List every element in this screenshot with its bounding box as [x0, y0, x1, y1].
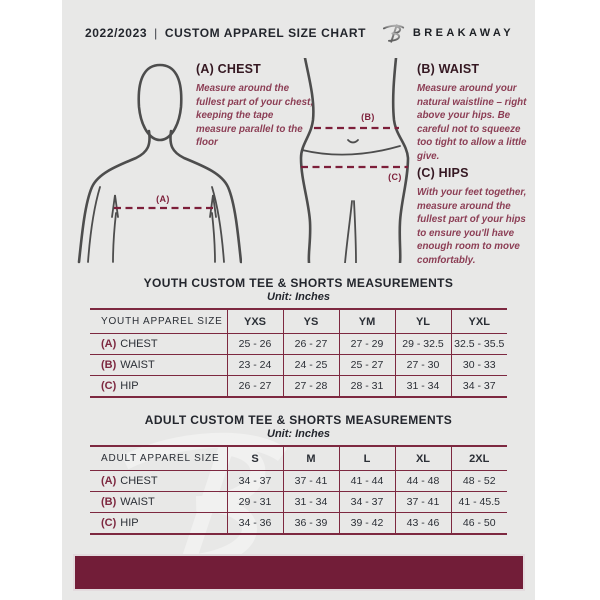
youth-waist-label: (B) WAIST — [90, 355, 227, 376]
adult-waist-label: (B) WAIST — [90, 492, 227, 513]
adult-table-title: ADULT CUSTOM TEE & SHORTS MEASUREMENTS — [144, 413, 453, 427]
youth-chest-label: (A) CHEST — [90, 334, 227, 355]
cell: 34 - 37 — [339, 492, 395, 513]
cell: 25 - 26 — [227, 334, 283, 355]
cell: 41 - 45.5 — [451, 492, 507, 513]
cell: 25 - 27 — [339, 355, 395, 376]
youth-col-ys: YS — [283, 309, 339, 334]
cell: 29 - 31 — [227, 492, 283, 513]
table-row — [90, 355, 507, 376]
hip-contour-line — [302, 146, 400, 155]
cell: 23 - 24 — [227, 355, 283, 376]
adult-col-xl: XL — [395, 446, 451, 471]
cell: 26 - 27 — [283, 334, 339, 355]
youth-corner-header: YOUTH APPAREL SIZE — [101, 316, 223, 327]
youth-table-unit: Unit: Inches — [267, 291, 330, 303]
table-row — [90, 334, 507, 355]
cell: 39 - 42 — [339, 513, 395, 535]
table-row — [90, 471, 507, 492]
table-row — [90, 492, 507, 513]
cell: 24 - 25 — [283, 355, 339, 376]
cell: 30 - 33 — [451, 355, 507, 376]
adult-hip-label: (C) HIP — [90, 513, 227, 535]
adult-col-l: L — [339, 446, 395, 471]
adult-col-m: M — [283, 446, 339, 471]
brand-lockup — [382, 22, 514, 44]
waist-heading: (B) WAIST — [417, 62, 480, 76]
chest-instruction — [196, 62, 314, 150]
table-row — [90, 513, 507, 535]
youth-size-table — [90, 308, 507, 398]
table-row — [90, 376, 507, 398]
cell: 36 - 39 — [283, 513, 339, 535]
chest-description: Measure around the fullest part of your chest, keeping the tape measure parallel to the floor — [196, 83, 314, 149]
hips-heading: (C) HIPS — [417, 166, 469, 180]
waist-description: Measure around your natural waistline – right above your hips. Be careful not to squeeze too tight to allow a little give. — [417, 83, 527, 162]
cell: 37 - 41 — [395, 492, 451, 513]
hips-description: With your feet together, measure around the fullest part of your hips to ensure you'll have enough room to move comfortably. — [417, 187, 527, 266]
cell: 34 - 36 — [227, 513, 283, 535]
cell: 26 - 27 — [227, 376, 283, 398]
adult-chest-label: (A) CHEST — [90, 471, 227, 492]
youth-table-title: YOUTH CUSTOM TEE & SHORTS MEASUREMENTS — [143, 276, 454, 290]
cell: 29 - 32.5 — [395, 334, 451, 355]
header — [85, 20, 514, 46]
cell: 34 - 37 — [451, 376, 507, 398]
navel-mark — [348, 140, 358, 143]
cell: 43 - 46 — [395, 513, 451, 535]
cell: 27 - 29 — [339, 334, 395, 355]
cell: 31 - 34 — [283, 492, 339, 513]
size-chart-page — [62, 0, 535, 600]
cell: 41 - 44 — [339, 471, 395, 492]
brand-name: BREAKAWAY — [412, 27, 514, 39]
adult-col-2xl: 2XL — [451, 446, 507, 471]
adult-corner-header: ADULT APPAREL SIZE — [101, 453, 220, 464]
cell: 28 - 31 — [339, 376, 395, 398]
breakaway-b-logo-icon — [382, 22, 406, 44]
cell: 27 - 30 — [395, 355, 451, 376]
cell: 27 - 28 — [283, 376, 339, 398]
youth-col-yxs: YXS — [227, 309, 283, 334]
cell: 34 - 37 — [227, 471, 283, 492]
adult-header-row — [90, 446, 507, 471]
title-separator: | — [154, 26, 158, 40]
cell: 46 - 50 — [451, 513, 507, 535]
cell: 37 - 41 — [283, 471, 339, 492]
youth-header-row — [90, 309, 507, 334]
adult-size-table — [90, 445, 507, 535]
cell: 32.5 - 35.5 — [451, 334, 507, 355]
chest-line-label: (A) — [156, 194, 170, 204]
cell: 48 - 52 — [451, 471, 507, 492]
waist-instruction — [417, 62, 531, 163]
waist-line-label: (B) — [361, 112, 375, 122]
figure-head-outline — [139, 65, 182, 140]
cell: 44 - 48 — [395, 471, 451, 492]
title-text: CUSTOM APPAREL SIZE CHART — [164, 26, 367, 40]
page-title — [85, 26, 366, 40]
title-year: 2022/2023 — [85, 26, 148, 40]
footer-bar — [73, 554, 525, 591]
cell: 31 - 34 — [395, 376, 451, 398]
adult-col-s: S — [227, 446, 283, 471]
youth-col-yxl: YXL — [451, 309, 507, 334]
hips-instruction — [417, 166, 531, 267]
youth-hip-label: (C) HIP — [90, 376, 227, 398]
hips-line-label: (C) — [388, 172, 402, 182]
chest-heading: (A) CHEST — [196, 62, 261, 76]
youth-col-yl: YL — [395, 309, 451, 334]
youth-col-ym: YM — [339, 309, 395, 334]
adult-table-unit: Unit: Inches — [267, 428, 330, 440]
